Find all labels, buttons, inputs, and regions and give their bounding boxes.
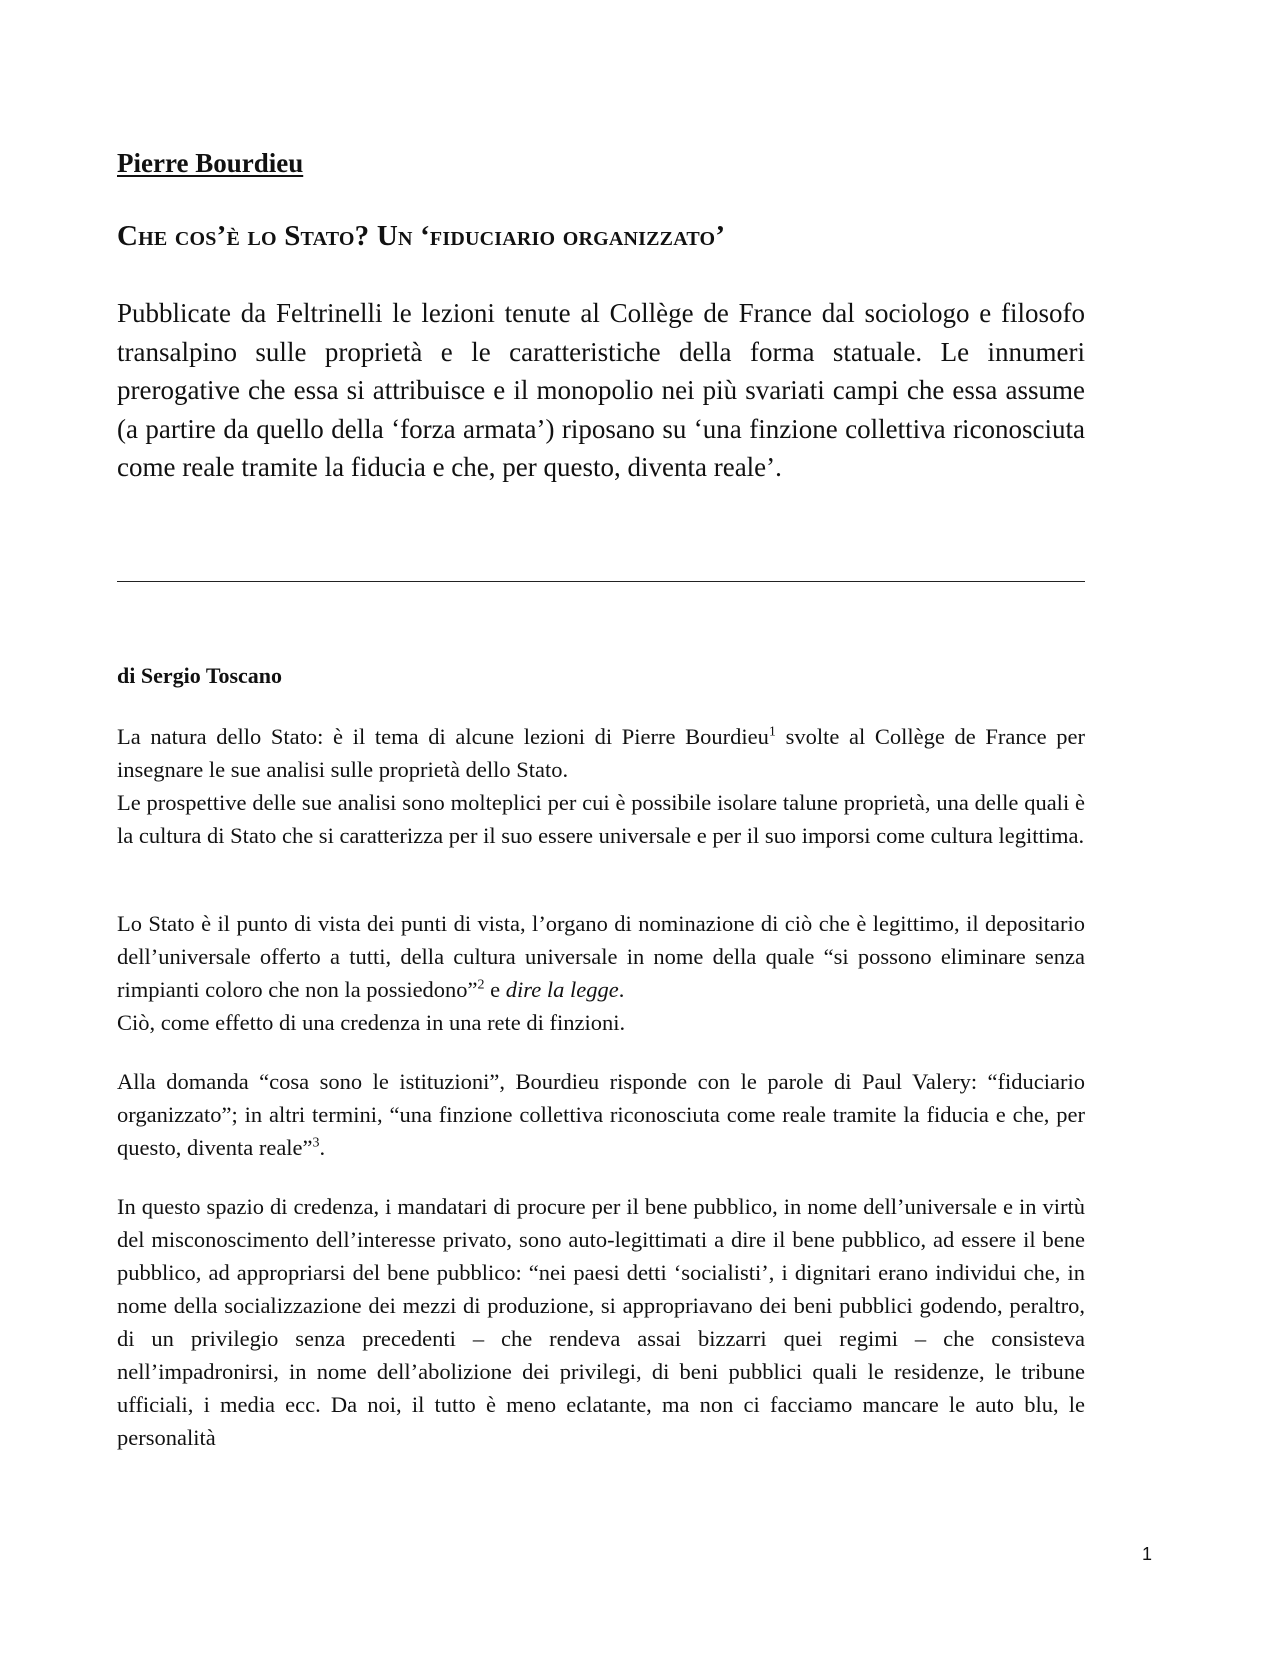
body-text: La natura dello Stato: è il tema di alcune lezioni di Pierre Bourdieu bbox=[117, 724, 769, 749]
body-text: . bbox=[618, 977, 625, 1002]
footnote-ref-3: 3 bbox=[312, 1135, 320, 1151]
body-text: Lo Stato è il punto di vista dei punti di vista, l’organo di nominazione di ciò che è legittimo, il depositario dell’universale offerto a tutti, della cultura universale in nome della quale “si possono eliminare senza rimpianti coloro che non la possiedono” bbox=[117, 911, 1085, 1002]
body-text: e bbox=[484, 977, 506, 1002]
body-paragraph-3 bbox=[117, 907, 1085, 1006]
article-title: Che cos’è lo Stato? Un ‘fiduciario organizzato’ bbox=[117, 220, 726, 252]
body-paragraph-2: Le prospettive delle sue analisi sono molteplici per cui è possibile isolare talune proprietà, una delle quali è la cultura di Stato che si caratterizza per il suo essere universale e per il suo imporsi come cultura legittima. bbox=[117, 790, 1085, 848]
body-paragraph-5 bbox=[117, 1065, 1085, 1164]
body-block-1 bbox=[117, 720, 1085, 852]
footnote-ref-2: 2 bbox=[477, 977, 485, 993]
body-paragraph-6: In questo spazio di credenza, i mandatari di procure per il bene pubblico, in nome dell’universale e in virtù del misconoscimento dell’interesse privato, sono auto-legittimati a dire il bene pubblico, ad essere il bene pubblico, ad appropriarsi del bene pubblico: “nei paesi detti ‘socialisti’, i dignitari erano individui che, in nome della socializzazione dei mezzi di produzione, si appropriavano dei beni pubblici godendo, peraltro, di un privilegio senza precedenti – che rendeva assai bizzarri quei regimi – che consisteva nell’impadronirsi, in nome dell’abolizione dei privilegi, di beni pubblici quali le residenze, le tribune ufficiali, i media ecc. Da noi, il tutto è meno eclatante, ma non ci facciamo mancare le auto blu, le personalità bbox=[117, 1194, 1085, 1450]
body-text: svolte al Collège de France per insegnare le sue analisi sulle proprietà dello Stato. bbox=[117, 724, 1085, 782]
body-text: Alla domanda “cosa sono le istituzioni”, Bourdieu risponde con le parole di Paul Valery: “fiduciario organizzato”; in altri termini, “una finzione collettiva riconosciuta come reale tramite la fiducia e che, per questo, diventa reale” bbox=[117, 1069, 1085, 1160]
body-block-3 bbox=[117, 1065, 1085, 1164]
italic-phrase: dire la legge bbox=[505, 977, 619, 1002]
body-paragraph-4: Ciò, come effetto di una credenza in una rete di finzioni. bbox=[117, 1010, 626, 1035]
body-block-4 bbox=[117, 1190, 1085, 1454]
body-block-2 bbox=[117, 907, 1085, 1039]
lead-paragraph: Pubblicate da Feltrinelli le lezioni tenute al Collège de France dal sociologo e filosofo transalpino sulle proprietà e le caratteristiche della forma statuale. Le innumeri prerogative che essa si attribuisce e il monopolio nei più svariati campi che essa assume (a partire da quello della ‘forza armata’) riposano su ‘una finzione collettiva riconosciuta come reale tramite la fiducia e che, per questo, diventa reale’. bbox=[117, 298, 1085, 482]
separator-line bbox=[117, 581, 1085, 582]
body-text: . bbox=[319, 1135, 326, 1160]
byline: di Sergio Toscano bbox=[117, 663, 283, 688]
author-heading: Pierre Bourdieu bbox=[117, 148, 304, 178]
page-number: 1 bbox=[1142, 1544, 1153, 1564]
body-paragraph-1 bbox=[117, 720, 1085, 786]
footnote-ref-1: 1 bbox=[768, 724, 776, 740]
